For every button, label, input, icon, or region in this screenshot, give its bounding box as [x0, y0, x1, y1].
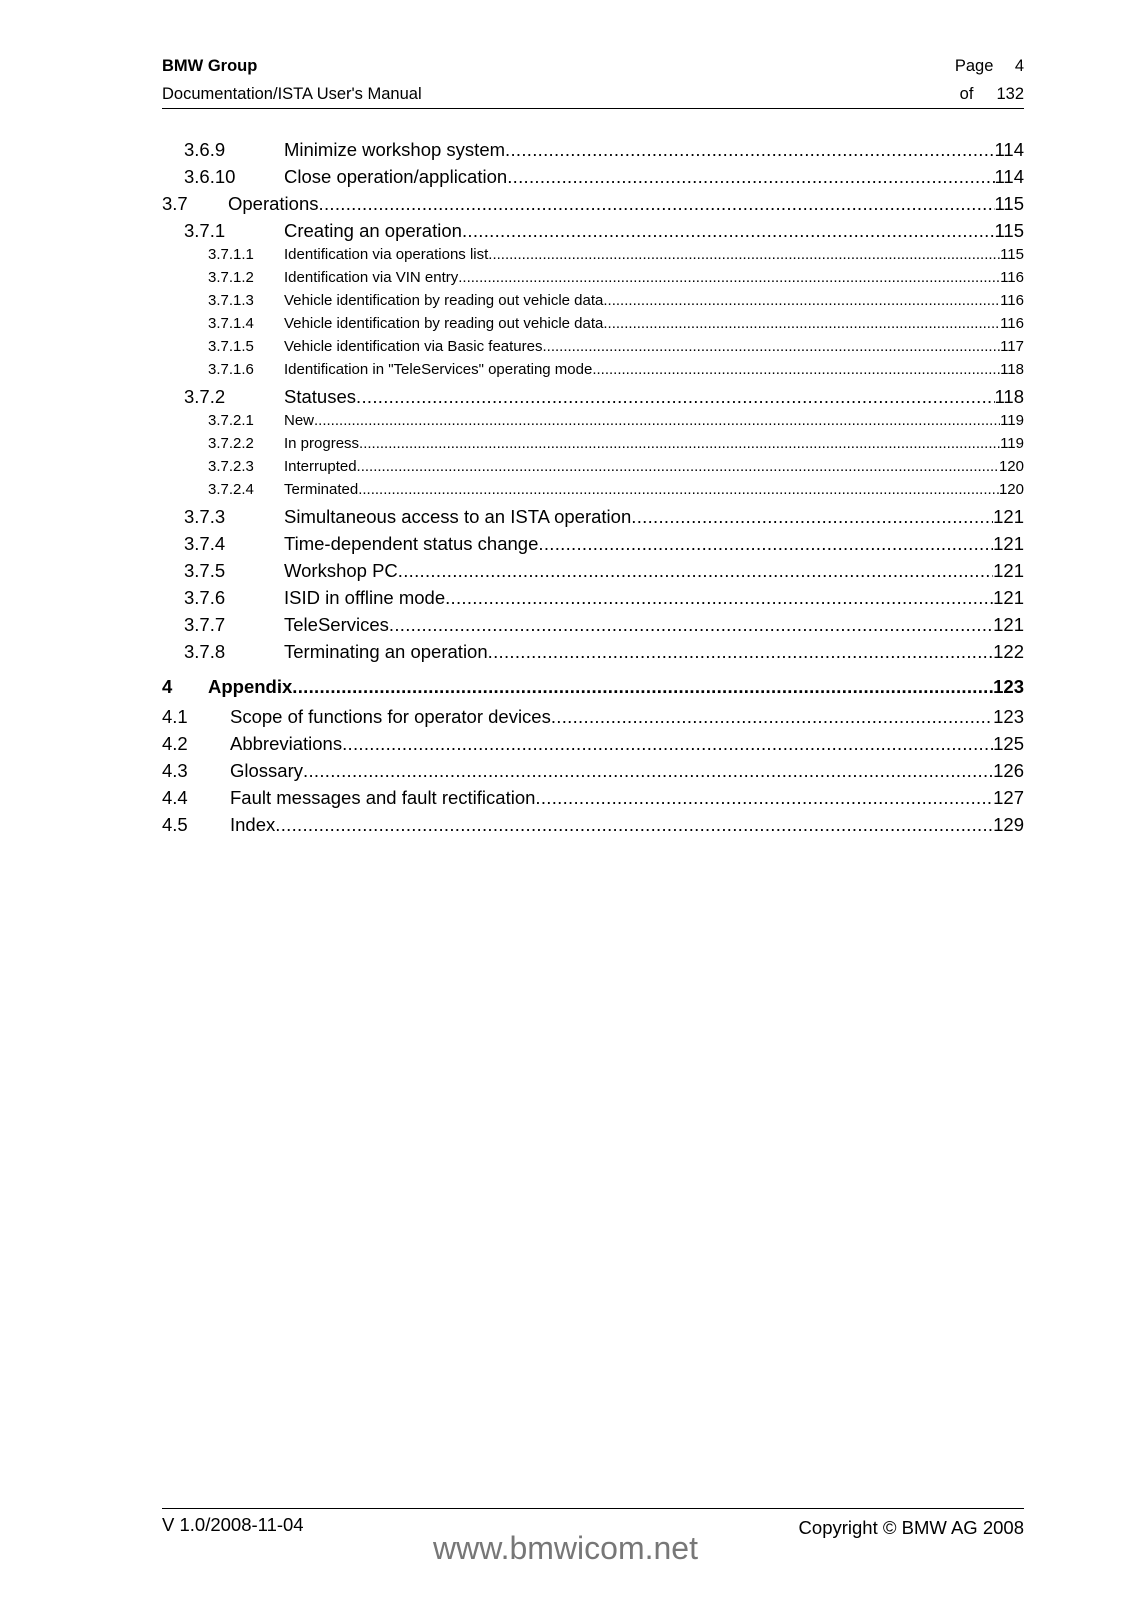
footer-divider: [162, 1508, 1024, 1509]
toc-entry-page: 115: [994, 193, 1024, 214]
toc-entry-number: 3.7.4: [184, 533, 226, 554]
toc-entry-number: 3.7.1: [184, 220, 226, 241]
toc-entry[interactable]: [162, 814, 1024, 836]
toc-entry-page: 121: [993, 533, 1024, 554]
toc-entry-page: 117: [1000, 338, 1024, 355]
version-text: V 1.0/2008-11-04: [162, 1514, 304, 1535]
toc-leader-dots: [303, 760, 993, 782]
toc-entry[interactable]: [162, 386, 1024, 408]
toc-entry-title: Fault messages and fault rectification: [230, 787, 536, 808]
toc-entry-title: Terminating an operation: [284, 641, 488, 662]
toc-leader-dots: [603, 315, 1000, 332]
toc-entry-title: Identification via operations list: [284, 246, 489, 263]
toc-entry-title: Terminated: [284, 481, 359, 498]
toc-entry-title: Simultaneous access to an ISTA operation: [284, 506, 632, 527]
toc-entry[interactable]: [162, 533, 1024, 555]
toc-entry-title: Abbreviations: [230, 733, 343, 754]
toc-entry[interactable]: [162, 760, 1024, 782]
total-pages-indicator: [960, 85, 1024, 104]
toc-entry[interactable]: [162, 481, 1024, 498]
toc-entry-page: 126: [993, 760, 1024, 781]
toc-leader-dots: [488, 246, 1000, 263]
toc-entry-page: 121: [993, 587, 1024, 608]
header-divider: [162, 108, 1024, 109]
toc-entry-title: Appendix: [208, 676, 293, 697]
toc-entry-number: 4.2: [162, 733, 188, 754]
toc-entry-page: 121: [993, 560, 1024, 581]
toc-entry-number: 3.7.2.4: [208, 481, 254, 498]
toc-entry-title: Minimize workshop system: [284, 139, 506, 160]
toc-entry-number: 3.7.7: [184, 614, 226, 635]
toc-leader-dots: [398, 560, 993, 582]
toc-entry[interactable]: [162, 269, 1024, 286]
toc-leader-dots: [445, 587, 993, 609]
toc-leader-dots: [631, 506, 993, 528]
toc-entry-title: Interrupted: [284, 458, 357, 475]
toc-entry-number: 3.7.6: [184, 587, 226, 608]
toc-entry-title: Time-dependent status change: [284, 533, 539, 554]
toc-leader-dots: [458, 269, 1000, 286]
toc-entry-title: Index: [230, 814, 276, 835]
toc-entry-number: 4.3: [162, 760, 188, 781]
toc-entry[interactable]: [162, 193, 1024, 215]
page-number: 4: [1014, 57, 1024, 75]
toc-entry-page: 114: [994, 139, 1024, 160]
toc-entry-page: 114: [994, 166, 1024, 187]
toc-entry-number: 3.6.10: [184, 166, 236, 187]
toc-entry-title: Identification in "TeleServices" operating mode: [284, 361, 593, 378]
toc-entry-page: 118: [1000, 361, 1024, 378]
toc-entry[interactable]: [162, 560, 1024, 582]
toc-leader-dots: [359, 435, 1000, 452]
toc-entry-page: 119: [1000, 435, 1024, 452]
toc-leader-dots: [462, 220, 995, 242]
toc-leader-dots: [603, 292, 1000, 309]
toc-entry[interactable]: [162, 787, 1024, 809]
toc-entry-title: Vehicle identification via Basic features: [284, 338, 543, 355]
toc-entry-title: New: [284, 412, 315, 429]
toc-entry-title: In progress: [284, 435, 360, 452]
toc-entry-page: 119: [1000, 412, 1024, 429]
toc-entry-number: 4: [162, 676, 173, 697]
toc-entry-number: 4.4: [162, 787, 188, 808]
toc-entry-number: 3.7.1.1: [208, 246, 254, 263]
toc-entry-title: TeleServices: [284, 614, 389, 635]
toc-entry-page: 123: [993, 706, 1024, 727]
company-name: BMW Group: [162, 57, 258, 75]
toc-leader-dots: [507, 166, 994, 188]
toc-entry-page: 116: [1000, 292, 1024, 309]
watermark-text: www.bmwicom.net: [433, 1530, 698, 1566]
toc-entry-page: 120: [998, 458, 1024, 475]
toc-leader-dots: [342, 733, 993, 755]
toc-entry-title: Scope of functions for operator devices: [230, 706, 551, 727]
toc-leader-dots: [542, 338, 1000, 355]
toc-entry[interactable]: [162, 506, 1024, 528]
toc-leader-dots: [535, 787, 993, 809]
toc-entry[interactable]: [162, 435, 1024, 452]
of-label: of: [959, 85, 974, 103]
toc-entry[interactable]: [162, 139, 1024, 161]
toc-entry-number: 3.7: [162, 193, 188, 214]
toc-leader-dots: [505, 139, 994, 161]
toc-entry-page: 115: [994, 220, 1024, 241]
toc-entry[interactable]: [162, 641, 1024, 663]
toc-entry[interactable]: [162, 412, 1024, 429]
toc-entry-page: 125: [993, 733, 1024, 754]
toc-entry[interactable]: [162, 614, 1024, 636]
toc-entry-number: 3.7.1.3: [208, 292, 254, 309]
toc-leader-dots: [292, 676, 993, 698]
toc-leader-dots: [319, 193, 995, 215]
toc-entry-page: 122: [993, 641, 1024, 662]
toc-entry-title: Identification via VIN entry: [284, 269, 459, 286]
toc-entry-page: 120: [998, 481, 1024, 498]
toc-entry[interactable]: [162, 458, 1024, 475]
toc-entry[interactable]: [162, 733, 1024, 755]
toc-entry-title: ISID in offline mode: [284, 587, 446, 608]
toc-entry-number: 3.7.2.3: [208, 458, 254, 475]
toc-entry-page: 118: [994, 386, 1024, 407]
toc-entry[interactable]: [162, 587, 1024, 609]
toc-leader-dots: [358, 481, 999, 498]
copyright-text: Copyright © BMW AG 2008: [798, 1517, 1024, 1538]
toc-entry-page: 129: [993, 814, 1024, 835]
toc-entry-number: 3.7.2: [184, 386, 226, 407]
toc-entry-title: Workshop PC: [284, 560, 398, 581]
toc-entry-number: 3.7.2.1: [208, 412, 254, 429]
toc-leader-dots: [538, 533, 993, 555]
toc-entry[interactable]: [162, 315, 1024, 332]
toc-leader-dots: [488, 641, 993, 663]
toc-entry[interactable]: [162, 292, 1024, 309]
toc-entry[interactable]: [162, 338, 1024, 355]
toc-entry[interactable]: [162, 361, 1024, 378]
toc-entry[interactable]: [162, 246, 1024, 263]
toc-entry-number: 3.7.8: [184, 641, 226, 662]
toc-entry[interactable]: [162, 220, 1024, 242]
toc-entry-page: 121: [993, 614, 1024, 635]
toc-entry[interactable]: [162, 166, 1024, 188]
toc-entry-page: 127: [993, 787, 1024, 808]
total-pages: 132: [996, 85, 1024, 103]
toc-entry-page: 123: [993, 676, 1024, 697]
toc-entry-title: Close operation/application: [284, 166, 508, 187]
toc-entry-page: 115: [1000, 246, 1024, 263]
toc-entry-title: Vehicle identification by reading out vehicle data: [284, 315, 604, 332]
page-indicator: [955, 57, 1024, 76]
toc-leader-dots: [592, 361, 1000, 378]
toc-entry-number: 3.7.1.6: [208, 361, 254, 378]
toc-entry[interactable]: [162, 676, 1024, 698]
toc-entry-page: 116: [1000, 269, 1024, 286]
toc-entry-number: 3.7.1.5: [208, 338, 254, 355]
toc-entry-number: 3.7.5: [184, 560, 226, 581]
toc-leader-dots: [356, 386, 995, 408]
toc-entry-page: 116: [1000, 315, 1024, 332]
toc-entry-title: Vehicle identification by reading out vehicle data: [284, 292, 604, 309]
toc-entry-number: 3.6.9: [184, 139, 226, 160]
toc-entry-title: Glossary: [230, 760, 303, 781]
toc-entry-number: 3.7.1.4: [208, 315, 254, 332]
toc-leader-dots: [357, 458, 999, 475]
toc-entry-number: 3.7.2.2: [208, 435, 254, 452]
toc-entry-number: 3.7.1.2: [208, 269, 254, 286]
toc-leader-dots: [314, 412, 1000, 429]
toc-entry-page: 121: [993, 506, 1024, 527]
toc-entry-number: 4.1: [162, 706, 188, 727]
toc-entry-number: 4.5: [162, 814, 188, 835]
toc-entry[interactable]: [162, 706, 1024, 728]
toc-entry-number: 3.7.3: [184, 506, 226, 527]
toc-entry-title: Statuses: [284, 386, 356, 407]
toc-leader-dots: [551, 706, 993, 728]
toc-entry-title: Creating an operation: [284, 220, 462, 241]
toc-entry-title: Operations: [228, 193, 319, 214]
page-label: Page: [954, 57, 994, 75]
document-title: Documentation/ISTA User's Manual: [162, 85, 422, 103]
toc-leader-dots: [275, 814, 993, 836]
toc-leader-dots: [389, 614, 993, 636]
